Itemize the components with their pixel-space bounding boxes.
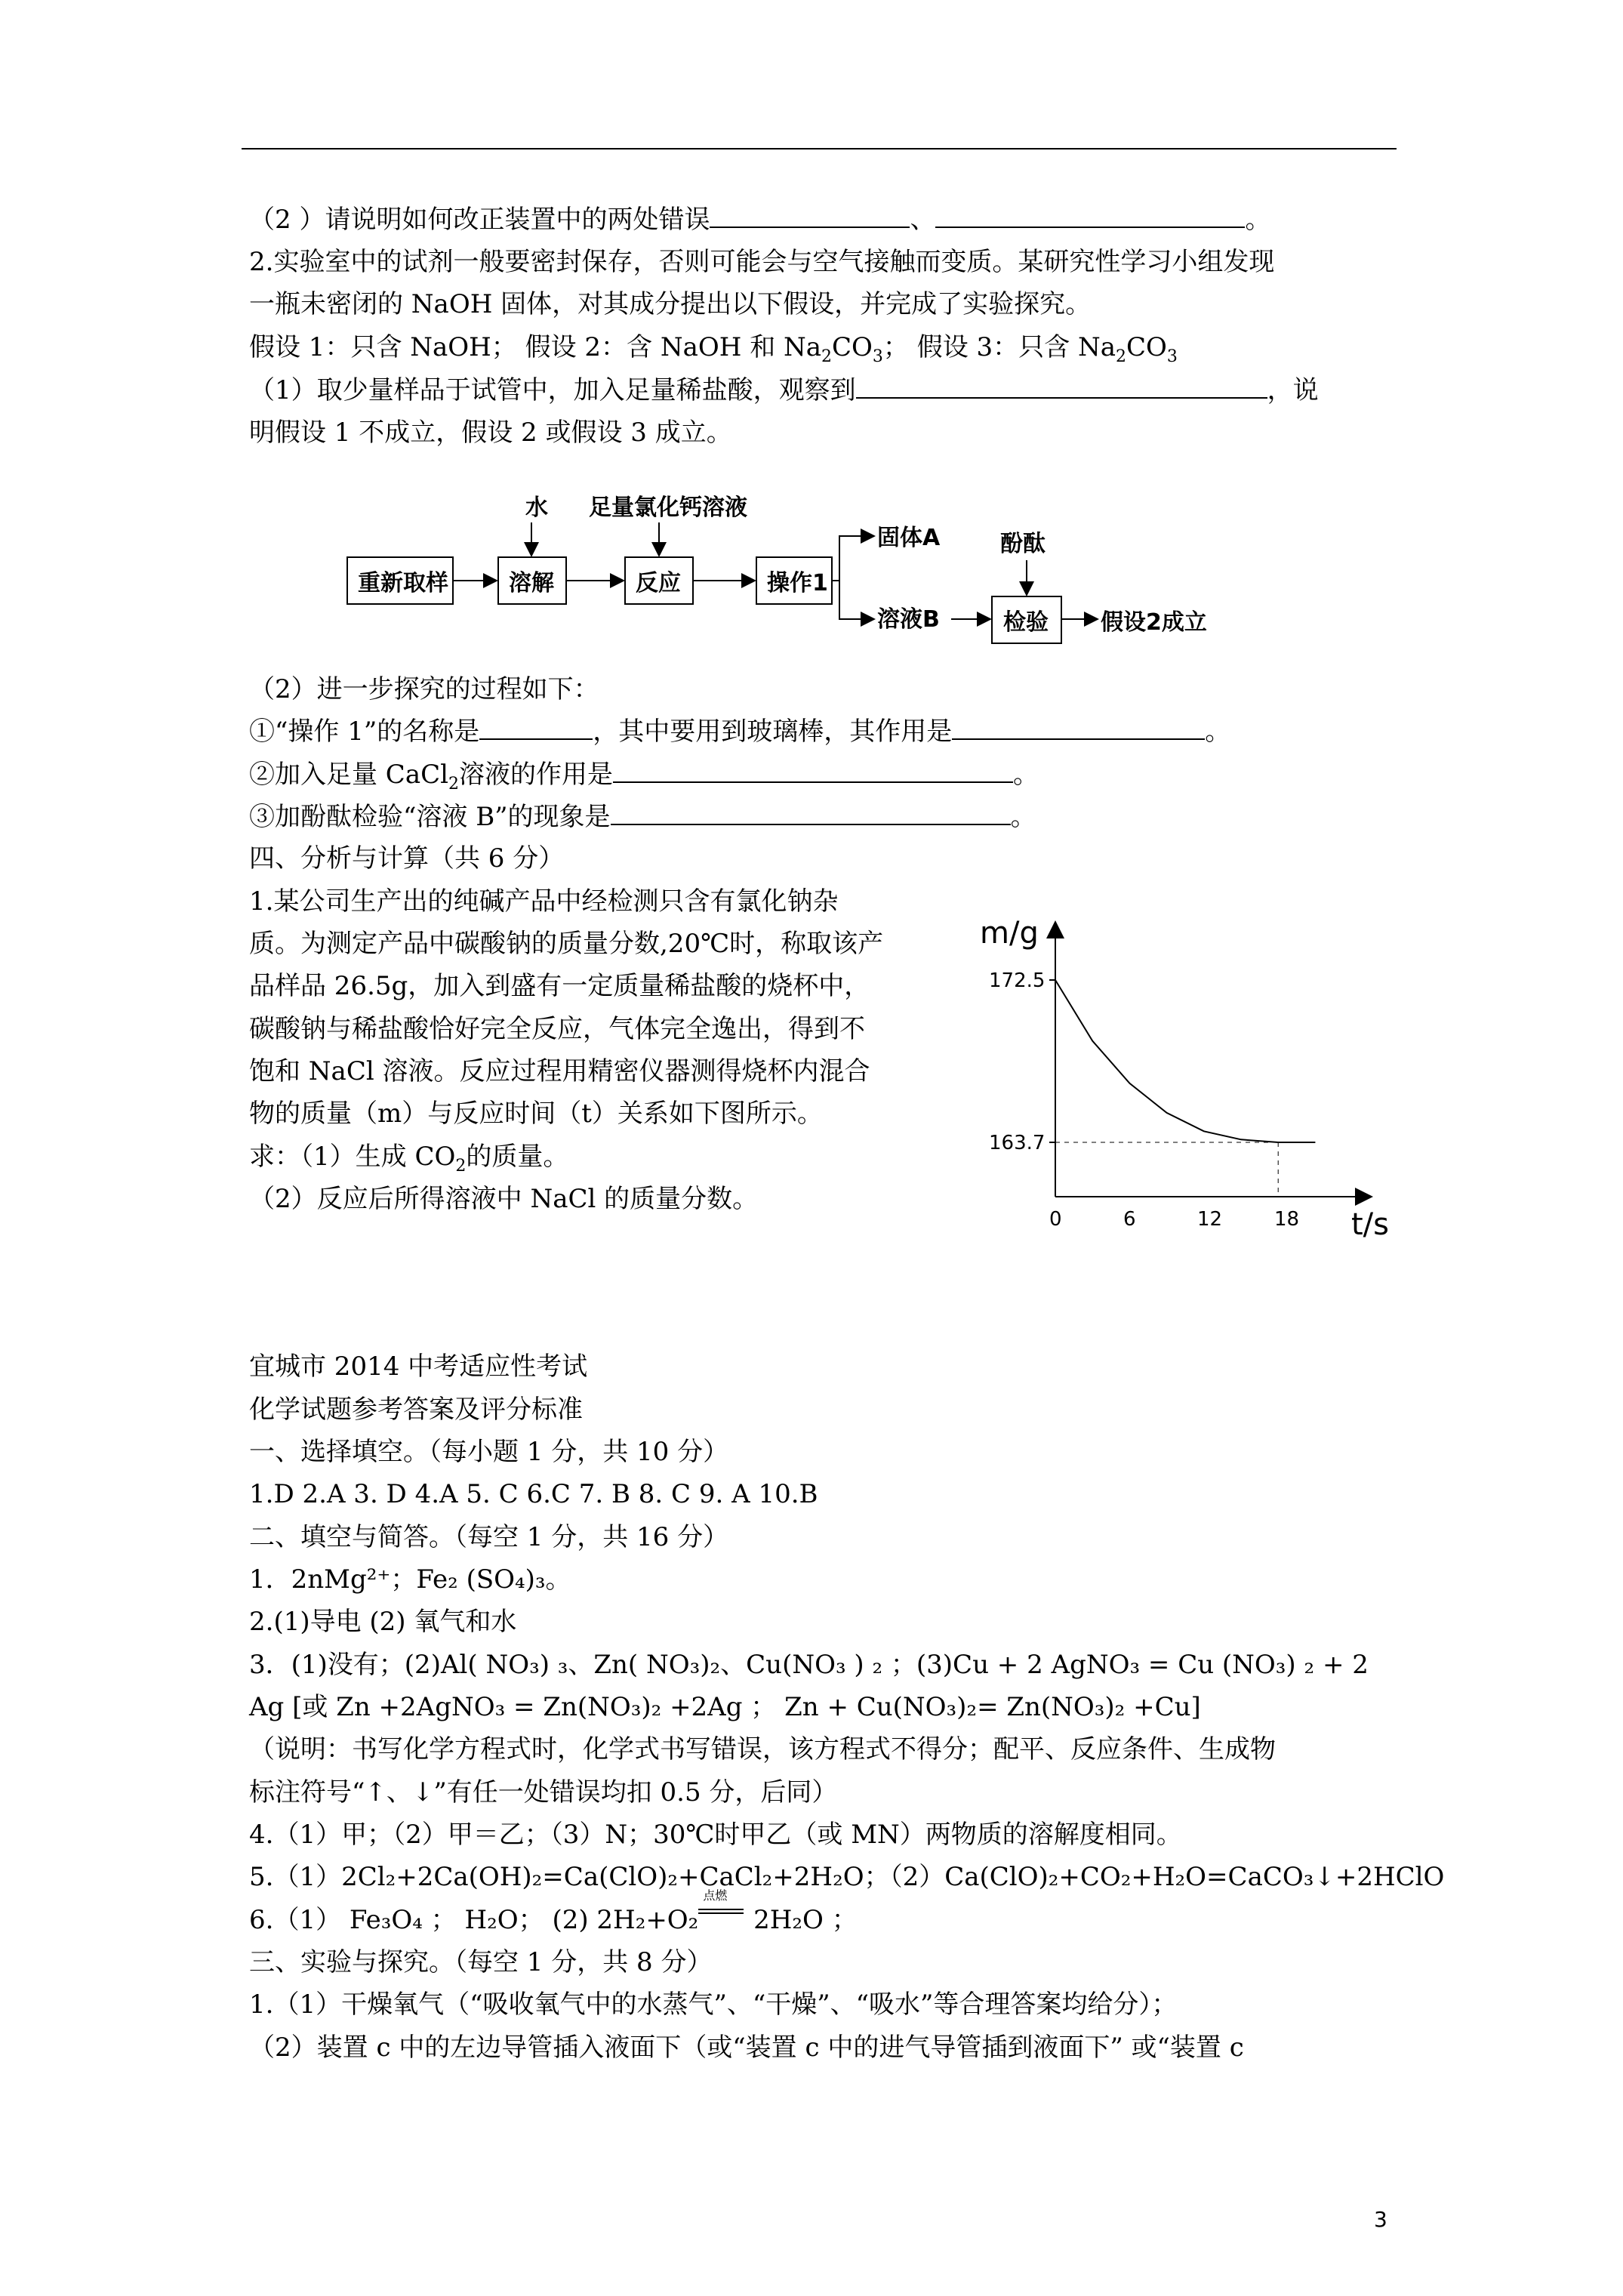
problem-line: 质。为测定产品中碳酸钠的质量分数,20℃时，称取该产	[249, 929, 884, 959]
q3-intro-line1: 2.实验室中的试剂一般要密封保存，否则可能会与空气接触而变质。某研究性学习小组发现	[249, 247, 1275, 277]
answer-line: 4.（1）甲；（2）甲＝乙；（3）N；30℃时甲乙（或 MN）两物质的溶解度相同。	[249, 1820, 1182, 1850]
solid-a-label: 固体A	[877, 525, 941, 551]
q3-part1-line: （1）取少量样品于试管中，加入足量稀盐酸，观察到 ，说	[249, 375, 1319, 405]
mc-answers: 1.D 2.A 3. D 4.A 5. C 6.C 7. B 8. C 9. A 10.B	[249, 1479, 818, 1509]
test-step: 检验	[1003, 609, 1049, 636]
answer-blank	[710, 204, 910, 228]
q3-item2: ②加入足量 CaCl$_2$溶液的作用是 。	[249, 760, 1039, 794]
cacl2-label: 足量氯化钙溶液	[589, 495, 747, 521]
answer-line: 3．(1)没有；(2)Al( NO₃) ₃、Zn( NO₃)₂、Cu(NO₃ ) ₂ ；(3)Cu + 2 AgNO₃ = Cu (NO₃) ₂ + 2	[249, 1650, 1369, 1680]
q3-part1-cont: 明假设 1 不成立，假设 2 或假设 3 成立。	[249, 418, 732, 448]
step-react: 反应	[636, 570, 681, 596]
y-tick-label: 172.5	[989, 969, 1046, 992]
answer-blank	[479, 716, 593, 740]
answers-header-1: 宜城市 2014 中考适应性考试	[249, 1351, 588, 1382]
problem-line: 饱和 NaCl 溶液。反应过程用精密仪器测得烧杯内混合	[249, 1056, 870, 1086]
solution-b-label: 溶液B	[877, 606, 940, 633]
q2-fix-line: （2 ）请说明如何改正装置中的两处错误 、 。	[249, 205, 1271, 235]
q3-item1: ①“操作 1”的名称是 ，其中要用到玻璃棒，其作用是 。	[249, 717, 1231, 747]
step-resample: 重新取样	[358, 570, 448, 596]
y-tick-label: 163.7	[989, 1132, 1046, 1154]
problem-line: 碳酸钠与稀盐酸恰好完全反应，气体完全逸出，得到不	[249, 1014, 865, 1044]
answer-line: 6.（1） Fe₃O₄ ； H₂O； (2) 2H₂+O₂ 点燃 2H₂O ；	[249, 1888, 858, 1935]
x-tick-label: 12	[1197, 1208, 1223, 1231]
y-axis-label: m/g	[980, 916, 1039, 951]
answer-blank	[952, 716, 1205, 740]
problem-line: （2）反应后所得溶液中 NaCl 的质量分数。	[249, 1184, 759, 1214]
x-tick-label: 0	[1049, 1208, 1062, 1231]
answer-line: 1．2nMg²⁺；Fe₂ (SO₄)₃。	[249, 1564, 571, 1595]
x-tick-label: 6	[1123, 1208, 1136, 1231]
q3-item3: ③加酚酞检验“溶液 B”的现象是 。	[249, 802, 1036, 832]
water-label: 水	[525, 495, 548, 521]
header-rule	[242, 148, 1397, 149]
step-operation: 操作1	[767, 570, 828, 596]
answer-line: （2）装置 c 中的左边导管插入液面下（或“装置 c 中的进气导管插到液面下” 或“装置 c	[249, 2032, 1244, 2063]
mass-time-chart	[959, 902, 1412, 1250]
section4-title: 四、分析与计算（共 6 分）	[249, 843, 565, 874]
reaction-condition: 点燃	[698, 1906, 745, 1928]
problem-line: 物的质量（m）与反应时间（t）关系如下图所示。	[249, 1099, 823, 1129]
answer-blank	[935, 204, 1245, 228]
step-dissolve: 溶解	[509, 570, 554, 596]
answers-section-2: 二、填空与简答。（每空 1 分，共 16 分）	[249, 1522, 729, 1552]
phenolphthalein-label: 酚酞	[1000, 531, 1046, 557]
result-label: 假设2成立	[1101, 609, 1207, 636]
answers-section-3: 三、实验与探究。（每空 1 分，共 8 分）	[249, 1947, 713, 1977]
hypotheses-line: 假设 1：只含 NaOH； 假设 2：含 NaOH 和 $Na_2CO_3$； 假设 3：只含 $Na_2CO_3$	[249, 332, 1178, 366]
answer-line: Ag [或 Zn +2AgNO₃ = Zn(NO₃)₂ +2Ag ； Zn + Cu(NO₃)₂= Zn(NO₃)₂ +Cu]	[249, 1692, 1201, 1722]
page-number: 3	[1374, 2207, 1387, 2232]
problem-line: 求：（1）生成 $CO_2$的质量。	[249, 1142, 569, 1176]
answer-note: （说明：书写化学方程式时，化学式书写错误，该方程式不得分；配平、反应条件、生成物	[249, 1734, 1276, 1764]
mass-curve	[1055, 980, 1315, 1142]
x-axis-label: t/s	[1351, 1207, 1389, 1242]
answers-section-1: 一、选择填空。（每小题 1 分，共 10 分）	[249, 1437, 729, 1467]
answer-line: 5.（1）2Cl₂+2Ca(OH)₂=Ca(ClO)₂+CaCl₂+2H₂O；（2）Ca(ClO)₂+CO₂+H₂O=CaCO₃↓+2HClO	[249, 1862, 1445, 1892]
answer-blank	[856, 374, 1267, 399]
x-tick-label: 18	[1274, 1208, 1300, 1231]
answer-line: 1.（1）干燥氧气（“吸收氧气中的水蒸气”、“干燥”、“吸水”等合理答案均给分）；	[249, 1989, 1178, 2020]
answer-note: 标注符号“↑、↓”有任一处错误均扣 0.5 分，后同）	[249, 1777, 838, 1808]
q3-part2-intro: （2）进一步探究的过程如下：	[249, 674, 599, 704]
answer-line: 2.(1)导电 (2) 氧气和水	[249, 1607, 517, 1637]
experiment-flowchart	[332, 483, 1268, 664]
q3-intro-line2: 一瓶未密闭的 NaOH 固体，对其成分提出以下假设，并完成了实验探究。	[249, 289, 1092, 319]
problem-line: 品样品 26.5g，加入到盛有一定质量稀盐酸的烧杯中，	[249, 971, 870, 1001]
problem-line: 1.某公司生产出的纯碱产品中经检测只含有氯化钠杂	[249, 886, 839, 917]
answers-header-2: 化学试题参考答案及评分标准	[249, 1395, 583, 1425]
answer-blank	[611, 801, 1011, 825]
answer-blank	[613, 759, 1013, 783]
